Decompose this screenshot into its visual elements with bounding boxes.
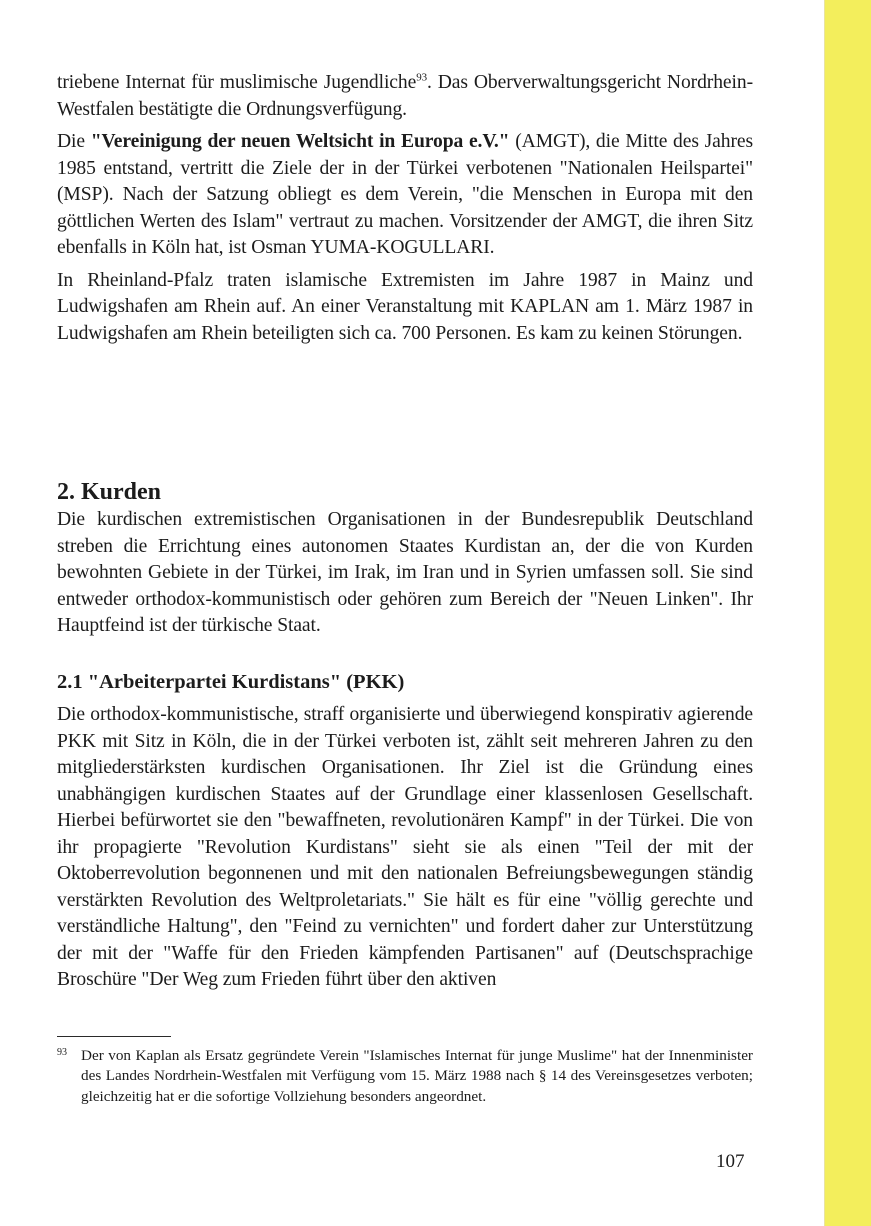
paragraph-internat [57,70,753,123]
paragraph-text: triebene Internat für muslimische Jugendliche [57,72,417,93]
footnote-marker: 93 [57,1047,67,1058]
paragraph-amgt [57,129,753,262]
organization-name-bold: "Vereinigung der neuen Weltsicht in Europa e.V." [90,131,510,152]
paragraph-pkk: Die orthodox-kommunistische, straff organisierte und überwiegend konspirativ agierende PKK mit Sitz in Köln, die in der Türkei verboten ist, zählt seit mehreren Jahren zu den mitgliederstärksten kurdischen Organisationen. Ihr Ziel ist die Gründung eines unabhängigen kurdischen Staates auf der Grundlage einer klassenlosen Gesellschaft. Hierbei befürwortet sie den "bewaffneten, revolutionären Kampf" in der Türkei. Die von ihr propagierte "Revolution Kurdistans" sieht sie als einen "Teil der mit der Oktoberrevolution begonnenen und mit den nationalen Befreiungsbewegungen ständig verstärkten Revolution des Weltproletariats." Sie hält es für eine "völlig gerechte und verständliche Haltung", den "Feind zu vernichten" und fordert daher zur Unterstützung der mit der "Waffe für den Frieden kämpfenden Partisanen" auf (Deutschsprachige Broschüre "Der Weg zum Frieden führt über den aktiven [57,704,753,990]
footnote-93 [57,1046,753,1107]
page-number: 107 [716,1151,745,1172]
intro-block [57,70,753,347]
footnote-divider [57,1036,171,1037]
page-edge-highlight [824,0,871,1226]
subsection-heading-pkk: 2.1 "Arbeiterpartei Kurdistans" (PKK) [57,671,405,693]
paragraph-kurden: Die kurdischen extremistischen Organisationen in der Bundesrepublik Deutschland streben die Errichtung eines autonomen Staates Kurdistan an, der die von Kurden bewohnten Gebiete in der Türkei, im Irak, im Iran und in Syrien umfassen soll. Sie sind entweder orthodox-kommunistisch oder gehören zum Bereich der "Neuen Linken". Ihr Hauptfeind ist der türkische Staat. [57,509,753,636]
section-kurden-body [57,507,753,640]
footnote-text: Der von Kaplan als Ersatz gegründete Verein "Islamisches Internat für junge Muslime" hat der Innenminister des Landes Nordrhein-Westfalen mit Verfügung vom 15. März 1988 nach § 14 des Vereinsgesetzes verboten; gleichzeitig hat er die sofortige Vollziehung besonders angeordnet. [81,1047,753,1105]
paragraph-text: . Das Oberverwaltungsgericht Nordrhein-Westfalen bestätigte die Ordnungsverfügung. [57,72,753,120]
paragraph-text: Die [57,131,91,152]
section-heading-kurden: 2. Kurden [57,479,162,505]
footnote-reference[interactable]: 93 [416,71,427,84]
section-pkk-body [57,702,753,994]
paragraph-text: (AMGT), die Mitte des Jahres 1985 entstand, vertritt die Ziele der in der Türkei verbotenen "Nationalen Heilspartei" (MSP). Nach der Satzung obliegt es dem Verein, "die Menschen in Europa mit den göttlichen Werten des Islam" vertraut zu machen. Vorsitzender der AMGT, die ihren Sitz ebenfalls in Köln hat, ist Osman YUMA-KOGULLARI. [57,131,754,258]
paragraph-rheinland-pfalz: In Rheinland-Pfalz traten islamische Extremisten im Jahre 1987 in Mainz und Ludwigshafen am Rhein auf. An einer Veranstaltung mit KAPLAN am 1. März 1987 in Ludwigshafen am Rhein beteiligten sich ca. 700 Personen. Es kam zu keinen Störungen. [57,269,753,344]
